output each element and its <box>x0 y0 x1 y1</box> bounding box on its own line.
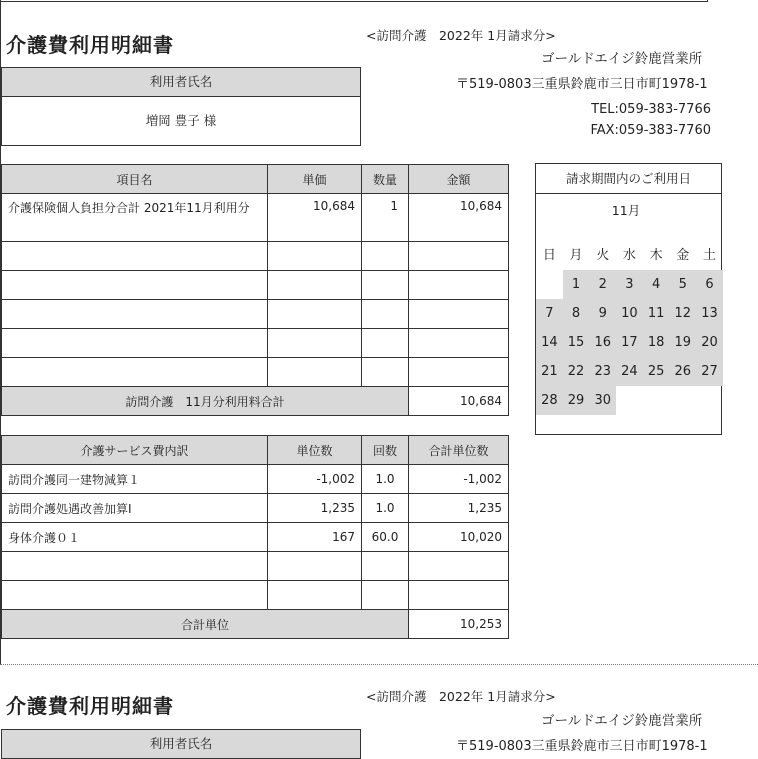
calendar-day: 9 <box>589 299 616 328</box>
items-total-value: 10,684 <box>409 387 509 416</box>
calendar-weekday: 月 <box>569 248 583 263</box>
calendar-day: 24 <box>616 357 643 386</box>
service-table-header <box>2 436 509 465</box>
user-name-label-2: 利用者氏名 <box>2 730 360 759</box>
document-title: 介護費利用明細書 <box>6 33 174 57</box>
user-name-value: 増岡 豊子 様 <box>145 113 217 128</box>
calendar-day: 27 <box>696 357 723 386</box>
company-tel: TEL:059-383-7766 <box>591 102 711 117</box>
service-total: -1,002 <box>409 465 509 494</box>
usage-calendar <box>535 163 722 435</box>
service-table <box>1 435 509 639</box>
service-total: 1,235 <box>409 494 509 523</box>
table-row-empty <box>2 358 509 387</box>
service-units: 167 <box>268 523 362 552</box>
items-total-row <box>2 387 509 416</box>
calendar-day: 19 <box>669 328 696 357</box>
calendar-day: 13 <box>696 299 723 328</box>
calendar-day: 18 <box>643 328 670 357</box>
user-name-box <box>1 67 361 146</box>
calendar-day: 4 <box>643 270 670 299</box>
calendar-day: 3 <box>616 270 643 299</box>
calendar-day: 28 <box>536 386 563 415</box>
header-unit-price: 単価 <box>268 165 362 194</box>
calendar-grid <box>536 241 723 415</box>
calendar-day: 1 <box>563 270 590 299</box>
company-name-2: ゴールドエイジ鈴鹿営業所 <box>541 713 703 729</box>
calendar-day: 17 <box>616 328 643 357</box>
table-row <box>2 523 509 552</box>
calendar-day: 30 <box>589 386 616 415</box>
calendar-blank <box>536 270 563 299</box>
header-item-name: 項目名 <box>2 165 268 194</box>
calendar-day: 2 <box>589 270 616 299</box>
calendar-day: 12 <box>669 299 696 328</box>
items-table <box>1 164 509 416</box>
item-quantity: 1 <box>362 194 409 242</box>
calendar-day: 22 <box>563 357 590 386</box>
calendar-blank <box>696 386 723 415</box>
table-row-empty <box>2 300 509 329</box>
calendar-day: 7 <box>536 299 563 328</box>
service-total: 10,020 <box>409 523 509 552</box>
calendar-day: 10 <box>616 299 643 328</box>
service-name: 訪問介護同一建物減算１ <box>2 465 268 494</box>
calendar-weekday: 火 <box>596 248 610 263</box>
calendar-day: 21 <box>536 357 563 386</box>
billing-period-2: <訪問介護 2022年 1月請求分> <box>366 689 556 704</box>
calendar-day: 20 <box>696 328 723 357</box>
table-row <box>2 194 509 242</box>
calendar-blank <box>643 386 670 415</box>
item-amount: 10,684 <box>409 194 509 242</box>
header-amount: 金額 <box>409 165 509 194</box>
table-row-empty <box>2 581 509 610</box>
service-name: 身体介護０１ <box>2 523 268 552</box>
calendar-day: 11 <box>643 299 670 328</box>
service-count: 1.0 <box>362 465 409 494</box>
user-name-box-2 <box>1 729 361 759</box>
calendar-title: 請求期間内のご利用日 <box>536 164 721 194</box>
calendar-blank <box>616 386 643 415</box>
header-units: 単位数 <box>268 436 362 465</box>
item-name: 介護保険個人負担分合計 2021年11月利用分 <box>2 194 268 242</box>
billing-period: <訪問介護 2022年 1月請求分> <box>366 28 556 43</box>
service-name: 訪問介護処遇改善加算Ⅰ <box>2 494 268 523</box>
service-total-row <box>2 610 509 639</box>
company-fax: FAX:059-383-7760 <box>590 123 711 138</box>
calendar-day: 16 <box>589 328 616 357</box>
service-total-value: 10,253 <box>409 610 509 639</box>
items-table-header <box>2 165 509 194</box>
calendar-weekday: 金 <box>676 248 690 263</box>
company-address: 〒519-0803三重県鈴鹿市三日市町1978-1 <box>456 77 708 92</box>
table-row-empty <box>2 329 509 358</box>
calendar-day: 29 <box>563 386 590 415</box>
calendar-month: 11月 <box>611 203 641 218</box>
calendar-day: 25 <box>643 357 670 386</box>
header-count: 回数 <box>362 436 409 465</box>
calendar-blank <box>669 386 696 415</box>
service-count: 60.0 <box>362 523 409 552</box>
calendar-day: 6 <box>696 270 723 299</box>
service-units: 1,235 <box>268 494 362 523</box>
previous-page-frame <box>0 0 708 2</box>
calendar-weekday: 木 <box>649 248 663 263</box>
calendar-day: 15 <box>563 328 590 357</box>
service-units: -1,002 <box>268 465 362 494</box>
items-total-label: 訪問介護 11月分利用料合計 <box>2 387 409 416</box>
calendar-day: 14 <box>536 328 563 357</box>
header-quantity: 数量 <box>362 165 409 194</box>
header-service-name: 介護サービス費内訳 <box>2 436 268 465</box>
table-row-empty <box>2 242 509 271</box>
table-row <box>2 465 509 494</box>
calendar-day: 26 <box>669 357 696 386</box>
calendar-weekday: 土 <box>702 248 716 263</box>
calendar-weekday: 水 <box>622 248 636 263</box>
table-row-empty <box>2 271 509 300</box>
calendar-weekday: 日 <box>542 248 556 263</box>
table-row-empty <box>2 552 509 581</box>
user-name-label: 利用者氏名 <box>2 68 360 97</box>
page-separator <box>0 664 758 665</box>
header-total-units: 合計単位数 <box>409 436 509 465</box>
calendar-day: 8 <box>563 299 590 328</box>
table-row <box>2 494 509 523</box>
service-total-label: 合計単位 <box>2 610 409 639</box>
company-name: ゴールドエイジ鈴鹿営業所 <box>541 51 703 67</box>
calendar-day: 23 <box>589 357 616 386</box>
document-title-2: 介護費利用明細書 <box>6 694 174 718</box>
company-address-2: 〒519-0803三重県鈴鹿市三日市町1978-1 <box>456 739 708 754</box>
item-unit-price: 10,684 <box>268 194 362 242</box>
service-count: 1.0 <box>362 494 409 523</box>
calendar-day: 5 <box>669 270 696 299</box>
